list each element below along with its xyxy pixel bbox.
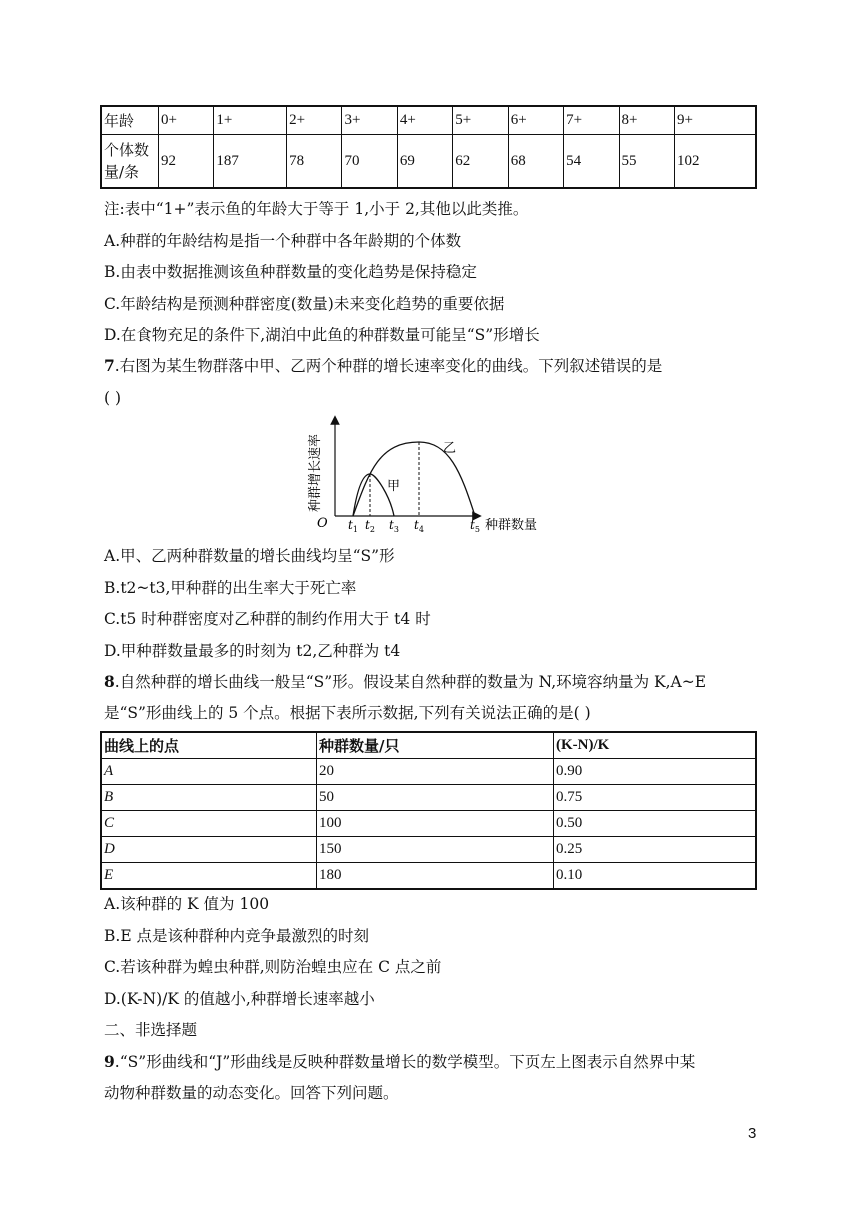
- table-cell: E: [101, 863, 317, 890]
- table-header: 种群数量/只: [317, 732, 554, 759]
- table-cell: 2+: [287, 106, 342, 135]
- table-cell: 0.90: [554, 759, 757, 785]
- y-axis-label: 种群增长速率: [308, 433, 323, 512]
- table-cell: 100: [317, 811, 554, 837]
- table-cell: 个体数量/条: [101, 135, 159, 189]
- table-header: 曲线上的点: [101, 732, 317, 759]
- series-label-yi: 乙: [443, 441, 457, 456]
- table-cell: 7+: [564, 106, 619, 135]
- question-number: 8: [104, 672, 115, 691]
- table-cell: 6+: [508, 106, 563, 135]
- question-text: .“S”形曲线和“J”形曲线是反映种群数量增长的数学模型。下页左上图表示自然界中某: [114, 1053, 696, 1071]
- option-d: D.在食物充足的条件下,湖泊中此鱼的种群数量可能呈“S”形增长: [104, 326, 540, 344]
- table-cell: C: [101, 811, 317, 837]
- option-a: A.该种群的 K 值为 100: [104, 895, 270, 913]
- table-cell: 55: [619, 135, 674, 189]
- x-axis-label: 种群数量: [485, 518, 538, 533]
- option-d: D.甲种群数量最多的时刻为 t2,乙种群为 t4: [104, 642, 401, 660]
- table-cell: 70: [342, 135, 397, 189]
- question-text: .自然种群的增长曲线一般呈“S”形。假设某自然种群的数量为 N,环境容纳量为 K,A~E: [114, 673, 707, 691]
- x-tick-label: $t_1$: [348, 518, 358, 534]
- x-tick-label: $t_5$: [470, 518, 480, 534]
- table-note: 注:表中“1+”表示鱼的年龄大于等于 1,小于 2,其他以此类推。: [104, 200, 529, 218]
- table-cell: 54: [564, 135, 619, 189]
- kn-table: [100, 731, 757, 890]
- table-cell: 50: [317, 785, 554, 811]
- table-cell: 1+: [214, 106, 287, 135]
- question-8-stem-2: 是“S”形曲线上的 5 个点。根据下表所示数据,下列有关说法正确的是( ): [104, 704, 591, 722]
- question-number: 7: [104, 356, 115, 375]
- table-cell: B: [101, 785, 317, 811]
- answer-blank: ( ): [104, 389, 122, 407]
- option-a: A.种群的年龄结构是指一个种群中各年龄期的个体数: [104, 232, 462, 250]
- table-cell: 3+: [342, 106, 397, 135]
- question-number: 9: [104, 1052, 115, 1071]
- series-label-jia: 甲: [387, 479, 401, 494]
- table-cell: 102: [675, 135, 757, 189]
- table-cell: 4+: [397, 106, 452, 135]
- table-cell: 150: [317, 837, 554, 863]
- table-cell: 20: [317, 759, 554, 785]
- table-cell: 78: [287, 135, 342, 189]
- origin-label: O: [317, 516, 328, 531]
- table-cell: 0.50: [554, 811, 757, 837]
- option-b: B.由表中数据推测该鱼种群数量的变化趋势是保持稳定: [104, 263, 477, 281]
- table-cell: 92: [159, 135, 214, 189]
- table-cell: 8+: [619, 106, 674, 135]
- option-b: B.E 点是该种群种内竞争最激烈的时刻: [104, 927, 370, 945]
- growth-rate-chart: [295, 412, 565, 536]
- series-line-yi: [353, 442, 475, 516]
- section-heading: 二、非选择题: [104, 1021, 198, 1039]
- table-cell: 0+: [159, 106, 214, 135]
- x-tick-label: $t_2$: [365, 518, 375, 534]
- table-cell: A: [101, 759, 317, 785]
- question-9-stem-2: 动物种群数量的动态变化。回答下列问题。: [104, 1084, 399, 1102]
- table-cell: 0.25: [554, 837, 757, 863]
- x-tick-label: $t_3$: [389, 518, 399, 534]
- table-header: (K-N)/K: [554, 732, 757, 759]
- table-cell: D: [101, 837, 317, 863]
- table-cell: 68: [508, 135, 563, 189]
- option-b: B.t2~t3,甲种群的出生率大于死亡率: [104, 579, 357, 597]
- table-cell: 62: [453, 135, 508, 189]
- table-cell: 0.10: [554, 863, 757, 890]
- table-cell: 69: [397, 135, 452, 189]
- age-table: [100, 105, 757, 189]
- question-9-stem: [104, 1052, 695, 1072]
- option-c: C.年龄结构是预测种群密度(数量)未来变化趋势的重要依据: [104, 295, 505, 313]
- option-c: C.若该种群为蝗虫种群,则防治蝗虫应在 C 点之前: [104, 958, 442, 976]
- question-8-stem: [104, 672, 706, 692]
- option-a: A.甲、乙两种群数量的增长曲线均呈“S”形: [104, 547, 395, 565]
- table-cell: 年龄: [101, 106, 159, 135]
- option-c: C.t5 时种群密度对乙种群的制约作用大于 t4 时: [104, 610, 431, 628]
- table-cell: 9+: [675, 106, 757, 135]
- table-cell: 5+: [453, 106, 508, 135]
- table-cell: 0.75: [554, 785, 757, 811]
- question-7-stem: [104, 356, 662, 376]
- option-d: D.(K-N)/K 的值越小,种群增长速率越小: [104, 990, 375, 1008]
- page-number: 3: [748, 1125, 757, 1142]
- table-cell: 180: [317, 863, 554, 890]
- x-tick-label: $t_4$: [414, 518, 424, 534]
- table-cell: 187: [214, 135, 287, 189]
- question-text: .右图为某生物群落中甲、乙两个种群的增长速率变化的曲线。下列叙述错误的是: [114, 357, 663, 375]
